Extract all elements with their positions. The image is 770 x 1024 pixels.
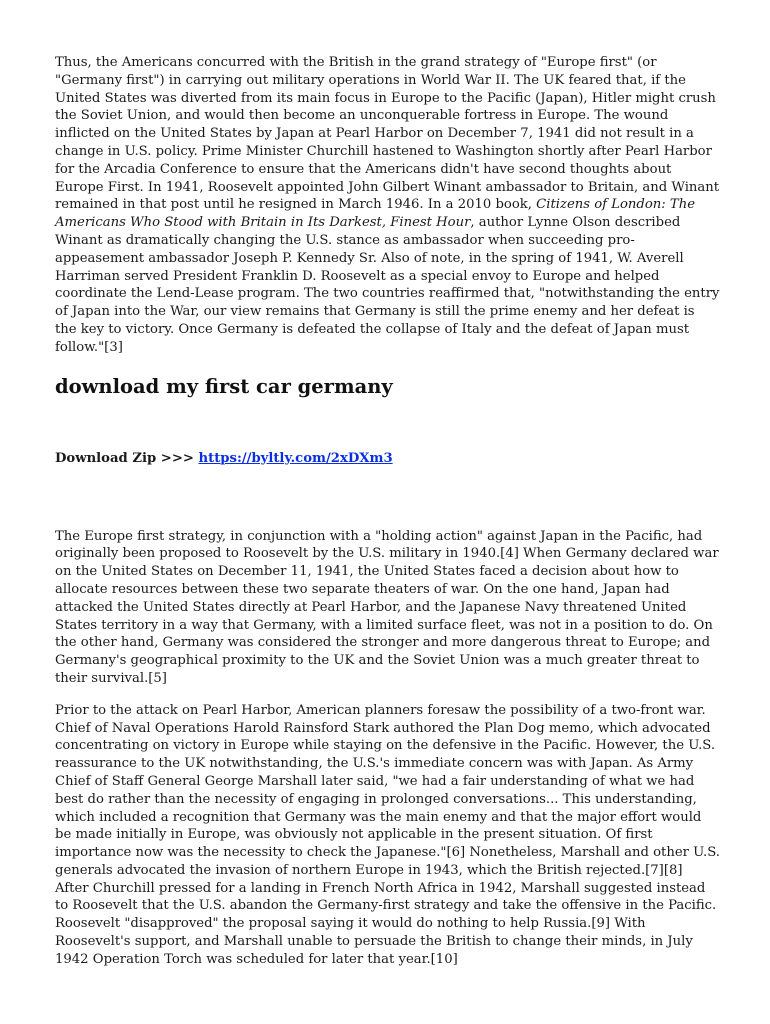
download-line xyxy=(55,450,720,468)
book-title: Citizens of London: The Americans Who Stood with Britain in Its Darkest, Finest Hour xyxy=(55,197,696,231)
download-link[interactable]: https://byltly.com/2xDXm3 xyxy=(198,450,393,466)
paragraph-1-text-part-1: Thus, the Americans concurred with the British in the grand strategy of "Europe first" (or "Germany first") in carrying out military operations in World War II. The UK feared that, if the United States was diverted from its main focus in Europe to the Pacific (Japan), Hitler might crush the Soviet Union, and would then become an unconquerable fortress in Europe. The wound inflicted on the United States by Japan at Pearl Harbor on December 7, 1941 did not result in a change in U.S. policy. Prime Minister Churchill hastened to Washington shortly after Pearl Harbor for the Arcadia Conference to ensure that the Americans didn't have second thoughts about Europe First. In 1941, Roosevelt appointed John Gilbert Winant ambassador to Britain, and Winant remained in that post until he resigned in March 1946. In a 2010 book, xyxy=(55,55,720,213)
paragraph-1-text-part-2: , author Lynne Olson described Winant as dramatically changing the U.S. stance as ambassador when succeeding pro-appeasement ambassador Joseph P. Kennedy Sr. Also of note, in the spring of 1941, W. Averell Harriman served President Franklin D. Roosevelt as a special envoy to Europe and helped coordinate the Lend-Lease program. The two countries reaffirmed that, "notwithstanding the entry of Japan into the War, our view remains that Germany is still the prime enemy and her defeat is the key to victory. Once Germany is defeated the collapse of Italy and the defeat of Japan must follow."[3] xyxy=(55,215,720,355)
download-label: Download Zip >>> xyxy=(55,450,199,466)
paragraph-holding-action: The Europe first strategy, in conjunction with a "holding action" against Japan in the Pacific, had originally been proposed to Roosevelt by the U.S. military in 1940.[4] When Germany declared war on the United States on December 11, 1941, the United States faced a decision about how to allocate resources between these two separate theaters of war. On the one hand, Japan had attacked the United States directly at Pearl Harbor, and the Japanese Navy threatened United States territory in a way that Germany, with a limited surface fleet, was not in a position to do. On the other hand, Germany was considered the stronger and more dangerous threat to Europe; and Germany's geographical proximity to the UK and the Soviet Union was a much greater threat to their survival.[5] xyxy=(55,528,719,686)
page-title: download my first car germany xyxy=(55,374,393,398)
paragraph-pearl-harbor-planning: Prior to the attack on Pearl Harbor, American planners foresaw the possibility of a two-front war. Chief of Naval Operations Harold Rainsford Stark authored the Plan Dog memo, which advocated concentrating on victory in Europe while staying on the defensive in the Pacific. However, the U.S. reassurance to the UK notwithstanding, the U.S.'s immediate concern was with Japan. As Army Chief of Staff General George Marshall later said, "we had a fair understanding of what we had best do rather than the necessity of engaging in prolonged conversations... This understanding, which included a recognition that Germany was the main enemy and that the major effort would be made initially in Europe, was obviously not applicable in the present situation. Of first importance now was the necessity to check the Japanese."[6] Nonetheless, Marshall and other U.S. generals advocated the invasion of northern Europe in 1943, which the British rejected.[7][8] After Churchill pressed for a landing in French North Africa in 1942, Marshall suggested instead to Roosevelt that the U.S. abandon the Germany-first strategy and take the offensive in the Pacific. Roosevelt "disapproved" the proposal saying it would do nothing to help Russia.[9] With Roosevelt's support, and Marshall unable to persuade the British to change their minds, in July 1942 Operation Torch was scheduled for later that year.[10] xyxy=(55,702,720,967)
paragraph-europe-first-grand-strategy xyxy=(55,54,720,357)
document-page xyxy=(55,54,720,969)
